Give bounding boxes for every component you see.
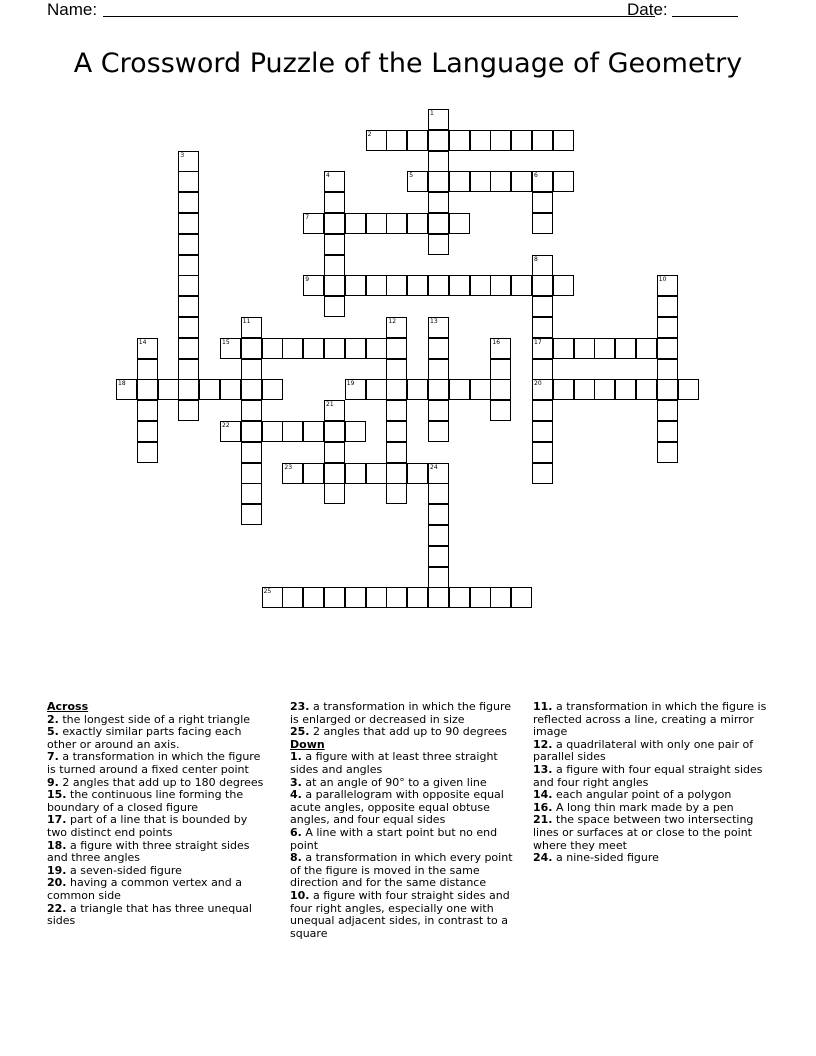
crossword-cell[interactable] bbox=[553, 130, 574, 151]
crossword-cell[interactable] bbox=[428, 275, 449, 296]
crossword-cell[interactable] bbox=[428, 483, 449, 504]
crossword-cell[interactable] bbox=[386, 130, 407, 151]
crossword-cell[interactable] bbox=[137, 338, 158, 359]
clue-number: 23 bbox=[284, 463, 293, 471]
crossword-cell[interactable] bbox=[407, 130, 428, 151]
crossword-cell[interactable] bbox=[178, 275, 199, 296]
crossword-cell[interactable] bbox=[428, 546, 449, 567]
crossword-cell[interactable] bbox=[241, 442, 262, 463]
clue-down-4: 4. a parallelogram with opposite equal acute angles, opposite equal obtuse angles, and four equal sides bbox=[290, 788, 504, 827]
crossword-cell[interactable] bbox=[386, 275, 407, 296]
clue-down-11: 11. a transformation in which the figure is reflected across a line, creating a mirror image bbox=[533, 700, 767, 739]
crossword-cell[interactable] bbox=[490, 359, 511, 380]
clue-across-20: 20. having a common vertex and a common side bbox=[47, 876, 242, 902]
crossword-cell[interactable] bbox=[324, 400, 345, 421]
crossword-cell[interactable] bbox=[511, 130, 532, 151]
crossword-cell[interactable] bbox=[553, 275, 574, 296]
crossword-cell[interactable] bbox=[345, 213, 366, 234]
crossword-cell[interactable] bbox=[178, 317, 199, 338]
crossword-cell[interactable] bbox=[428, 587, 449, 608]
crossword-cell[interactable] bbox=[178, 400, 199, 421]
crossword-cell[interactable] bbox=[490, 275, 511, 296]
clue-number: 3 bbox=[180, 151, 185, 159]
crossword-cell[interactable] bbox=[262, 338, 283, 359]
crossword-cell[interactable] bbox=[282, 587, 303, 608]
crossword-cell[interactable] bbox=[511, 171, 532, 192]
crossword-cell[interactable] bbox=[241, 504, 262, 525]
clue-across-9: 9. 2 angles that add up to 180 degrees bbox=[47, 775, 264, 789]
crossword-cell[interactable] bbox=[303, 338, 324, 359]
clue-number: 15 bbox=[222, 338, 230, 346]
crossword-cell[interactable] bbox=[324, 442, 345, 463]
crossword-cell[interactable] bbox=[449, 379, 470, 400]
crossword-cell[interactable] bbox=[532, 359, 553, 380]
clue-down-14: 14. each angular point of a polygon bbox=[533, 788, 732, 802]
crossword-cell[interactable] bbox=[178, 338, 199, 359]
crossword-cell[interactable] bbox=[532, 442, 553, 463]
crossword-cell[interactable] bbox=[324, 171, 345, 192]
crossword-cell[interactable] bbox=[490, 171, 511, 192]
crossword-cell[interactable] bbox=[532, 171, 553, 192]
crossword-cell[interactable] bbox=[428, 359, 449, 380]
clues-column-2 bbox=[290, 701, 520, 940]
crossword-cell[interactable] bbox=[657, 275, 678, 296]
crossword-cell[interactable] bbox=[137, 400, 158, 421]
crossword-cell[interactable] bbox=[178, 359, 199, 380]
crossword-cell[interactable] bbox=[449, 275, 470, 296]
crossword-cell[interactable] bbox=[386, 213, 407, 234]
crossword-cell[interactable] bbox=[615, 379, 636, 400]
crossword-cell[interactable] bbox=[324, 255, 345, 276]
crossword-cell[interactable] bbox=[657, 338, 678, 359]
clue-down-13: 13. a figure with four equal straight sides and four right angles bbox=[533, 762, 763, 789]
crossword-cell[interactable] bbox=[490, 338, 511, 359]
clue-number: 18 bbox=[118, 380, 126, 388]
crossword-cell[interactable] bbox=[262, 379, 283, 400]
crossword-cell[interactable] bbox=[345, 275, 366, 296]
crossword-cell[interactable] bbox=[282, 421, 303, 442]
crossword-cell[interactable] bbox=[657, 400, 678, 421]
crossword-cell[interactable] bbox=[262, 421, 283, 442]
crossword-cell[interactable] bbox=[366, 338, 387, 359]
crossword-cell[interactable] bbox=[116, 379, 137, 400]
clue-number: 21 bbox=[326, 401, 334, 409]
crossword-cell[interactable] bbox=[241, 338, 262, 359]
crossword-cell[interactable] bbox=[470, 275, 491, 296]
crossword-cell[interactable] bbox=[428, 317, 449, 338]
crossword-cell[interactable] bbox=[449, 171, 470, 192]
crossword-cell[interactable] bbox=[636, 338, 657, 359]
crossword-cell[interactable] bbox=[532, 255, 553, 276]
clue-number: 8 bbox=[534, 255, 538, 263]
crossword-cell[interactable] bbox=[324, 275, 345, 296]
crossword-cell[interactable] bbox=[532, 317, 553, 338]
crossword-cell[interactable] bbox=[428, 151, 449, 172]
crossword-cell[interactable] bbox=[428, 130, 449, 151]
crossword-cell[interactable] bbox=[532, 296, 553, 317]
clue-number: 25 bbox=[263, 588, 272, 596]
crossword-cell[interactable] bbox=[386, 463, 407, 484]
crossword-cell[interactable] bbox=[428, 525, 449, 546]
crossword-cell[interactable] bbox=[324, 234, 345, 255]
clue-number: 10 bbox=[658, 276, 667, 284]
crossword-cell[interactable] bbox=[657, 317, 678, 338]
crossword-cell[interactable] bbox=[178, 379, 199, 400]
crossword-cell[interactable] bbox=[553, 338, 574, 359]
clue-down-21: 21. the space between two intersecting lines or surfaces at or close to the point where they meet bbox=[533, 813, 754, 852]
crossword-cell[interactable] bbox=[657, 421, 678, 442]
crossword-cell[interactable] bbox=[428, 234, 449, 255]
crossword-cell[interactable] bbox=[428, 213, 449, 234]
crossword-cell[interactable] bbox=[178, 234, 199, 255]
crossword-cell[interactable] bbox=[490, 130, 511, 151]
crossword-cell[interactable] bbox=[449, 213, 470, 234]
crossword-cell[interactable] bbox=[407, 213, 428, 234]
crossword-cell[interactable] bbox=[178, 255, 199, 276]
crossword-cell[interactable] bbox=[532, 213, 553, 234]
crossword-cell[interactable] bbox=[241, 379, 262, 400]
crossword-cell[interactable] bbox=[553, 171, 574, 192]
clue-across-15: 15. the continuous line forming the boundary of a closed figure bbox=[47, 788, 244, 814]
crossword-cell[interactable] bbox=[657, 379, 678, 400]
crossword-cell[interactable] bbox=[345, 587, 366, 608]
crossword-cell[interactable] bbox=[532, 192, 553, 213]
clue-number: 11 bbox=[242, 318, 251, 325]
crossword-cell[interactable] bbox=[158, 379, 179, 400]
clue-number: 9 bbox=[305, 276, 310, 284]
crossword-cell[interactable] bbox=[324, 587, 345, 608]
crossword-cell[interactable] bbox=[324, 296, 345, 317]
crossword-cell[interactable] bbox=[366, 213, 387, 234]
crossword-cell[interactable] bbox=[324, 483, 345, 504]
clue-down-12: 12. a quadrilateral with only one pair of parallel sides bbox=[533, 737, 754, 764]
crossword-cell[interactable] bbox=[428, 421, 449, 442]
crossword-cell[interactable] bbox=[428, 504, 449, 525]
clue-across-2: 2. the longest side of a right triangle bbox=[47, 712, 251, 726]
crossword-cell[interactable] bbox=[345, 463, 366, 484]
crossword-cell[interactable] bbox=[282, 463, 303, 484]
crossword-cell[interactable] bbox=[407, 275, 428, 296]
clues-column-1 bbox=[47, 701, 269, 928]
crossword-cell[interactable] bbox=[366, 130, 387, 151]
across-heading: Across bbox=[47, 700, 89, 713]
crossword-cell[interactable] bbox=[262, 587, 283, 608]
crossword-cell[interactable] bbox=[303, 587, 324, 608]
crossword-cell[interactable] bbox=[490, 587, 511, 608]
crossword-cell[interactable] bbox=[511, 275, 532, 296]
crossword-cell[interactable] bbox=[178, 213, 199, 234]
clue-number: 17 bbox=[534, 338, 542, 346]
crossword-cell[interactable] bbox=[657, 359, 678, 380]
crossword-cell[interactable] bbox=[241, 421, 262, 442]
crossword-cell[interactable] bbox=[386, 421, 407, 442]
clue-number: 7 bbox=[305, 214, 310, 221]
clue-number: 12 bbox=[388, 318, 397, 325]
crossword-cell[interactable] bbox=[428, 192, 449, 213]
crossword-cell[interactable] bbox=[386, 587, 407, 608]
crossword-cell[interactable] bbox=[386, 379, 407, 400]
clue-across-19: 19. a seven-sided figure bbox=[47, 863, 182, 877]
clue-across-23: 23. a transformation in which the figure is enlarged or decreased in size bbox=[290, 700, 512, 726]
crossword-cell[interactable] bbox=[449, 587, 470, 608]
crossword-cell[interactable] bbox=[386, 400, 407, 421]
clue-across-25: 25. 2 angles that add up to 90 degrees bbox=[290, 725, 508, 739]
crossword-cell[interactable] bbox=[407, 463, 428, 484]
clue-number: 2 bbox=[367, 130, 372, 138]
crossword-cell[interactable] bbox=[407, 587, 428, 608]
crossword-cell[interactable] bbox=[594, 379, 615, 400]
crossword-cell[interactable] bbox=[657, 442, 678, 463]
clue-number: 6 bbox=[534, 172, 538, 180]
crossword-cell[interactable] bbox=[657, 296, 678, 317]
crossword-cell[interactable] bbox=[324, 213, 345, 234]
clue-down-24: 24. a nine-sided figure bbox=[533, 851, 659, 865]
crossword-cell[interactable] bbox=[366, 275, 387, 296]
crossword-cell[interactable] bbox=[532, 338, 553, 359]
crossword-cell[interactable] bbox=[386, 483, 407, 504]
date-label: Date: bbox=[627, 0, 668, 19]
crossword-cell[interactable] bbox=[366, 379, 387, 400]
crossword-cell[interactable] bbox=[282, 338, 303, 359]
crossword-cell[interactable] bbox=[220, 421, 241, 442]
crossword-cell[interactable] bbox=[407, 171, 428, 192]
crossword-cell[interactable] bbox=[532, 463, 553, 484]
clue-number: 16 bbox=[492, 338, 501, 346]
clues-column-3 bbox=[533, 701, 768, 865]
crossword-cell[interactable] bbox=[199, 379, 220, 400]
crossword-cell[interactable] bbox=[386, 359, 407, 380]
crossword-cell[interactable] bbox=[386, 317, 407, 338]
crossword-cell[interactable] bbox=[137, 379, 158, 400]
name-label: Name: bbox=[47, 0, 98, 19]
crossword-cell[interactable] bbox=[615, 338, 636, 359]
clue-down-8: 8. a transformation in which every point of the figure is moved in the same direction and for the same distance bbox=[290, 851, 513, 890]
crossword-cell[interactable] bbox=[241, 359, 262, 380]
crossword-cell[interactable] bbox=[449, 130, 470, 151]
crossword-cell[interactable] bbox=[137, 442, 158, 463]
crossword-cell[interactable] bbox=[345, 421, 366, 442]
clue-number: 19 bbox=[346, 380, 355, 388]
clue-down-1: 1. a figure with at least three straight sides and angles bbox=[290, 750, 498, 776]
clue-down-6: 6. A line with a start point but no end point bbox=[290, 825, 498, 852]
crossword-cell[interactable] bbox=[470, 587, 491, 608]
clue-number: 5 bbox=[409, 172, 414, 180]
crossword-cell[interactable] bbox=[511, 587, 532, 608]
crossword-cell[interactable] bbox=[594, 338, 615, 359]
clue-number: 22 bbox=[222, 422, 230, 429]
clue-number: 13 bbox=[430, 318, 438, 325]
crossword-cell[interactable] bbox=[386, 442, 407, 463]
crossword-cell[interactable] bbox=[345, 379, 366, 400]
crossword-cell[interactable] bbox=[241, 400, 262, 421]
clue-number: 20 bbox=[534, 380, 542, 388]
crossword-cell[interactable] bbox=[428, 171, 449, 192]
clue-across-5: 5. exactly similar parts facing each other or around an axis. bbox=[47, 725, 242, 751]
crossword-cell[interactable] bbox=[532, 130, 553, 151]
clue-number: 14 bbox=[138, 338, 147, 346]
crossword-cell[interactable] bbox=[303, 421, 324, 442]
down-heading: Down bbox=[290, 737, 325, 751]
crossword-cell[interactable] bbox=[178, 192, 199, 213]
crossword-cell[interactable] bbox=[220, 379, 241, 400]
clue-down-16: 16. A long thin mark made by a pen bbox=[533, 800, 734, 814]
crossword-cell[interactable] bbox=[532, 275, 553, 296]
clue-across-7: 7. a transformation in which the figure is turned around a fixed center point bbox=[47, 750, 261, 776]
clue-across-18: 18. a figure with three straight sides and three angles bbox=[47, 838, 250, 865]
crossword-cell[interactable] bbox=[574, 338, 595, 359]
crossword-cell[interactable] bbox=[178, 151, 199, 172]
crossword-cell[interactable] bbox=[345, 338, 366, 359]
clue-down-10: 10. a figure with four straight sides and four right angles, especially one with unequal adjacent sides, in contrast to a square bbox=[290, 888, 510, 940]
crossword-cell[interactable] bbox=[428, 463, 449, 484]
crossword-cell[interactable] bbox=[428, 400, 449, 421]
crossword-cell[interactable] bbox=[386, 338, 407, 359]
crossword-cell[interactable] bbox=[532, 379, 553, 400]
crossword-cell[interactable] bbox=[137, 421, 158, 442]
crossword-cell[interactable] bbox=[366, 587, 387, 608]
clue-across-17: 17. part of a line that is bounded by two distinct end points bbox=[47, 813, 248, 839]
crossword-cell[interactable] bbox=[428, 567, 449, 588]
crossword-cell[interactable] bbox=[137, 359, 158, 380]
crossword-cell[interactable] bbox=[303, 213, 324, 234]
crossword-cell[interactable] bbox=[428, 109, 449, 130]
crossword-cell[interactable] bbox=[574, 379, 595, 400]
crossword-cell[interactable] bbox=[178, 171, 199, 192]
crossword-cell[interactable] bbox=[303, 463, 324, 484]
crossword-cell[interactable] bbox=[366, 463, 387, 484]
clue-down-3: 3. at an angle of 90° to a given line bbox=[290, 775, 487, 789]
crossword-cell[interactable] bbox=[636, 379, 657, 400]
crossword-cell[interactable] bbox=[241, 317, 262, 338]
crossword-cell[interactable] bbox=[324, 463, 345, 484]
crossword-cell[interactable] bbox=[490, 400, 511, 421]
crossword-cell[interactable] bbox=[178, 296, 199, 317]
crossword-cell[interactable] bbox=[678, 379, 699, 400]
crossword-cell[interactable] bbox=[532, 421, 553, 442]
crossword-cell[interactable] bbox=[407, 379, 428, 400]
crossword-cell[interactable] bbox=[241, 463, 262, 484]
crossword-cell[interactable] bbox=[324, 338, 345, 359]
crossword-cell[interactable] bbox=[470, 379, 491, 400]
crossword-cell[interactable] bbox=[241, 483, 262, 504]
crossword-cell[interactable] bbox=[428, 338, 449, 359]
crossword-cell[interactable] bbox=[428, 379, 449, 400]
crossword-cell[interactable] bbox=[220, 338, 241, 359]
crossword-cell[interactable] bbox=[532, 400, 553, 421]
crossword-cell[interactable] bbox=[324, 421, 345, 442]
clue-number: 1 bbox=[430, 110, 434, 117]
crossword-cell[interactable] bbox=[553, 379, 574, 400]
clue-across-22: 22. a triangle that has three unequal sides bbox=[47, 901, 252, 928]
page-title: A Crossword Puzzle of the Language of Geometry bbox=[73, 48, 743, 79]
crossword-cell[interactable] bbox=[490, 379, 511, 400]
crossword-cell[interactable] bbox=[324, 192, 345, 213]
crossword-cell[interactable] bbox=[470, 171, 491, 192]
crossword-cell[interactable] bbox=[470, 130, 491, 151]
crossword-cell[interactable] bbox=[303, 275, 324, 296]
clue-number: 4 bbox=[326, 172, 330, 180]
clue-number: 24 bbox=[430, 463, 438, 471]
